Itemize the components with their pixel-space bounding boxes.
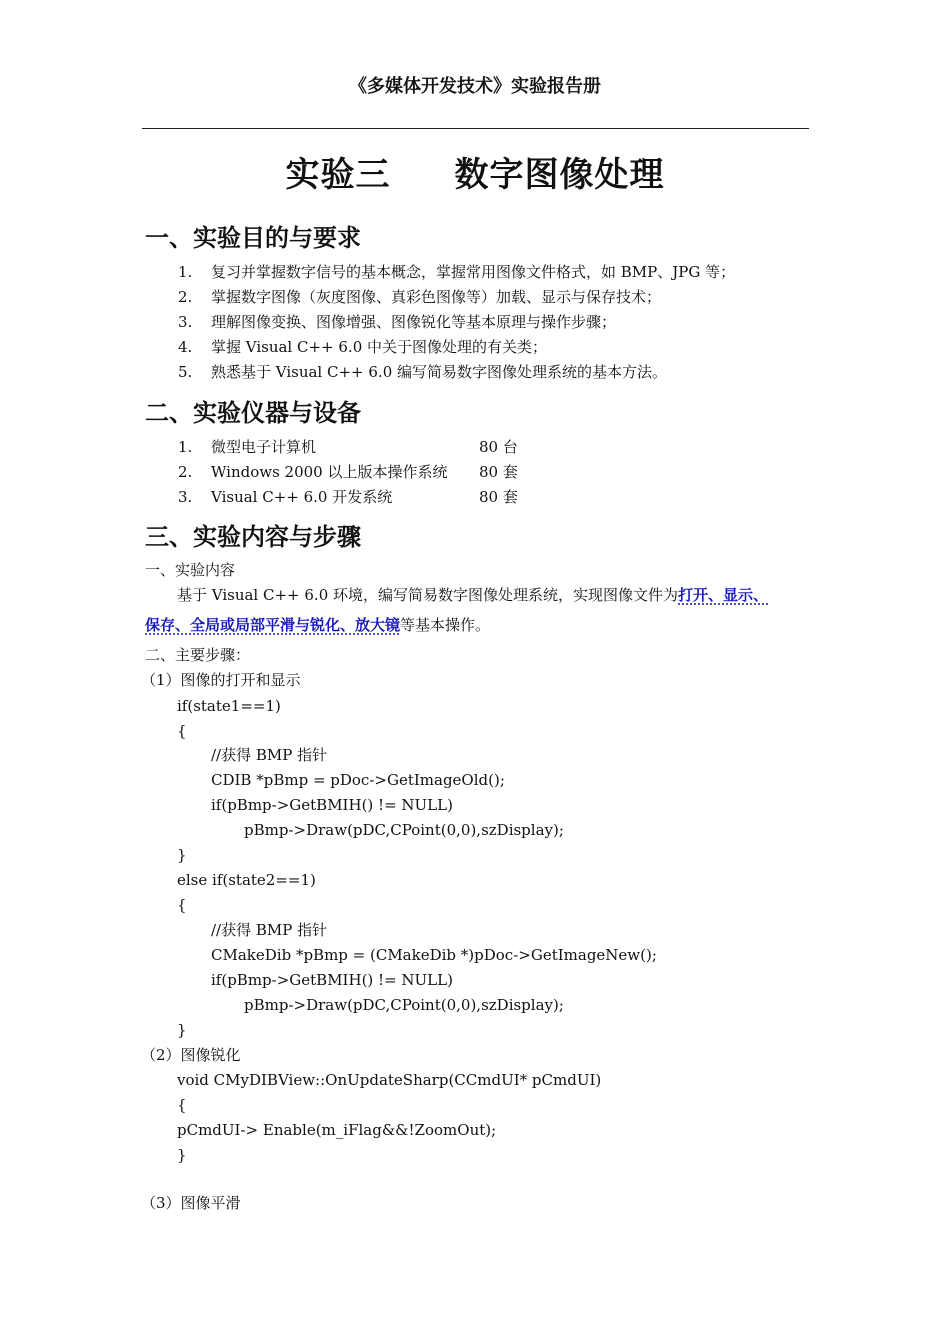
equipment-quantity: 80 套 [479,488,518,506]
header-divider [142,128,809,129]
code-line: pBmp->Draw(pDC,CPoint(0,0),szDisplay); [244,821,564,839]
code-line: void CMyDIBView::OnUpdateSharp(CCmdUI* pCmdUI) [177,1071,602,1089]
section-heading-content: 三、实验内容与步骤 [145,523,361,551]
objective-item: 理解图像变换、图像增强、图像锐化等基本原理与操作步骤； [211,313,617,331]
equipment-name: 微型电子计算机 [211,438,317,456]
code-line: { [177,722,187,740]
experiment-title [0,147,950,196]
experiment-number: 实验三 [285,155,391,195]
objective-item: 掌握数字图像（灰度图像、真彩色图像等）加载、显示与保存技术； [211,288,662,306]
code-line: } [177,846,187,864]
objective-number: 3. [178,313,193,331]
code-line: CDIB *pBmp = pDoc->GetImageOld(); [211,771,505,789]
objective-number: 5. [178,363,193,381]
code-line: } [177,1146,187,1164]
step-3-label: （3）图像平滑 [141,1194,241,1212]
equipment-number: 3. [178,488,193,506]
objective-number: 4. [178,338,193,356]
code-line: { [177,896,187,914]
objective-number: 1. [178,263,193,281]
paragraph-highlight: 保存、全局或局部平滑与锐化、放大镜 [145,616,401,634]
paragraph-text: 基于 Visual C++ 6.0 环境，编写简易数字图像处理系统，实现图像文件为 [177,586,679,604]
code-line: pCmdUI-> Enable(m_iFlag&&!ZoomOut); [177,1121,497,1139]
code-line: else if(state2==1) [177,871,316,889]
code-line: { [177,1096,187,1114]
code-line: if(state1==1) [177,697,281,715]
equipment-name: Visual C++ 6.0 开发系统 [211,488,393,506]
step-2-label: （2）图像锐化 [141,1046,241,1064]
objective-number: 2. [178,288,193,306]
content-paragraph-line-1 [177,585,768,605]
content-paragraph-line-2 [145,615,490,635]
content-label: 一、实验内容 [145,561,236,579]
experiment-topic: 数字图像处理 [454,155,665,195]
objective-item: 复习并掌握数字信号的基本概念，掌握常用图像文件格式，如 BMP、JPG 等； [211,263,736,281]
code-comment: //获得 BMP 指针 [211,746,328,764]
steps-label: 二、主要步骤： [145,646,251,664]
code-line: if(pBmp->GetBMIH() != NULL) [211,796,453,814]
paragraph-highlight: 打开、显示、 [678,586,769,604]
section-heading-objectives: 一、实验目的与要求 [145,224,361,252]
equipment-quantity: 80 台 [479,438,518,456]
report-header: 《多媒体开发技术》实验报告册 [349,76,601,97]
section-heading-equipment: 二、实验仪器与设备 [145,399,361,427]
equipment-quantity: 80 套 [479,463,518,481]
code-line: CMakeDib *pBmp = (CMakeDib *)pDoc->GetImageNew(); [211,946,657,964]
code-line: } [177,1021,187,1039]
equipment-number: 1. [178,438,193,456]
equipment-name: Windows 2000 以上版本操作系统 [211,463,448,481]
paragraph-text: 等基本操作。 [400,616,491,634]
objective-item: 掌握 Visual C++ 6.0 中关于图像处理的有关类； [211,338,548,356]
code-line: if(pBmp->GetBMIH() != NULL) [211,971,453,989]
step-1-label: （1）图像的打开和显示 [141,671,301,689]
objective-item: 熟悉基于 Visual C++ 6.0 编写简易数字图像处理系统的基本方法。 [211,363,668,381]
code-comment: //获得 BMP 指针 [211,921,328,939]
equipment-number: 2. [178,463,193,481]
code-line: pBmp->Draw(pDC,CPoint(0,0),szDisplay); [244,996,564,1014]
